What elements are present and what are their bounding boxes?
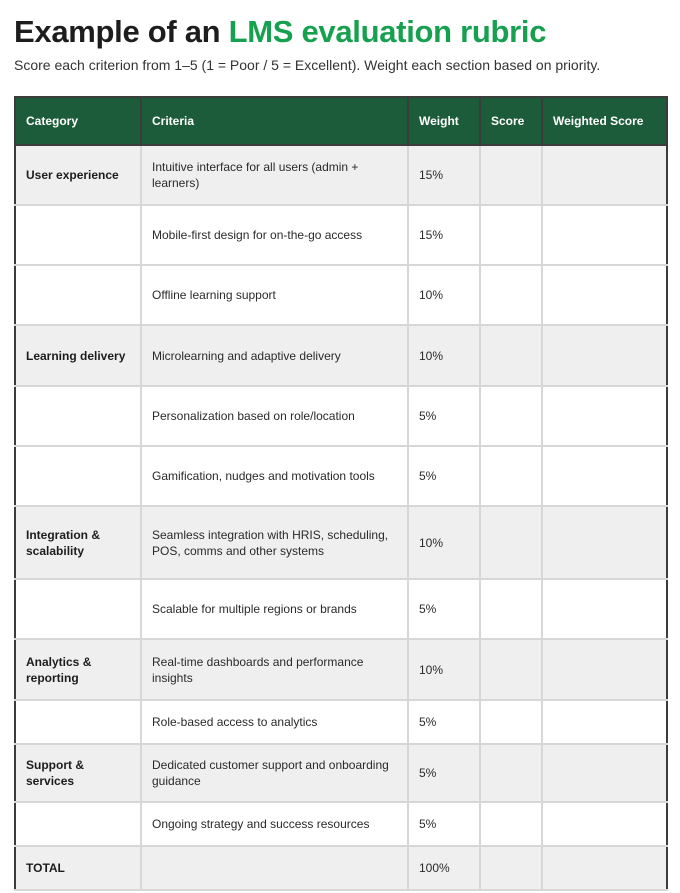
category-cell [15, 700, 141, 744]
table-row [15, 265, 667, 325]
weighted-score-cell[interactable] [542, 386, 667, 446]
table-row [15, 446, 667, 506]
category-cell: Integration & scalability [15, 506, 141, 579]
category-cell: User experience [15, 145, 141, 205]
table-row [15, 700, 667, 744]
criteria-cell: Intuitive interface for all users (admin + learners) [141, 145, 408, 205]
total-weighted-score-cell[interactable] [542, 846, 667, 890]
category-cell: Analytics & reporting [15, 639, 141, 700]
weight-cell: 5% [408, 744, 480, 802]
score-cell[interactable] [480, 579, 542, 639]
category-cell [15, 386, 141, 446]
weight-cell: 5% [408, 700, 480, 744]
header-criteria: Criteria [141, 97, 408, 145]
category-cell [15, 802, 141, 846]
category-cell [15, 205, 141, 265]
weighted-score-cell[interactable] [542, 506, 667, 579]
header-category: Category [15, 97, 141, 145]
weighted-score-cell[interactable] [542, 205, 667, 265]
table-row [15, 386, 667, 446]
subtitle: Score each criterion from 1–5 (1 = Poor / 5 = Excellent). Weight each section based on priority. [14, 57, 601, 73]
score-cell[interactable] [480, 265, 542, 325]
weighted-score-cell[interactable] [542, 700, 667, 744]
score-cell[interactable] [480, 205, 542, 265]
score-cell[interactable] [480, 325, 542, 386]
weighted-score-cell[interactable] [542, 579, 667, 639]
table-row [15, 506, 667, 579]
table-row [15, 802, 667, 846]
total-criteria-cell [141, 846, 408, 890]
criteria-cell: Mobile-first design for on-the-go access [141, 205, 408, 265]
criteria-cell: Real-time dashboards and performance insights [141, 639, 408, 700]
weight-cell: 10% [408, 506, 480, 579]
header-score: Score [480, 97, 542, 145]
category-cell [15, 265, 141, 325]
weighted-score-cell[interactable] [542, 325, 667, 386]
criteria-cell: Scalable for multiple regions or brands [141, 579, 408, 639]
weight-cell: 10% [408, 265, 480, 325]
table-row [15, 325, 667, 386]
weighted-score-cell[interactable] [542, 639, 667, 700]
criteria-cell: Dedicated customer support and onboarding guidance [141, 744, 408, 802]
weight-cell: 5% [408, 446, 480, 506]
score-cell[interactable] [480, 802, 542, 846]
weighted-score-cell[interactable] [542, 265, 667, 325]
category-cell: Support & services [15, 744, 141, 802]
score-cell[interactable] [480, 506, 542, 579]
header-weight: Weight [408, 97, 480, 145]
title-prefix: Example of an [14, 14, 221, 49]
weight-cell: 10% [408, 639, 480, 700]
total-label: TOTAL [15, 846, 141, 890]
weight-cell: 15% [408, 205, 480, 265]
total-score-cell[interactable] [480, 846, 542, 890]
criteria-cell: Role-based access to analytics [141, 700, 408, 744]
weighted-score-cell[interactable] [542, 145, 667, 205]
score-cell[interactable] [480, 639, 542, 700]
weighted-score-cell[interactable] [542, 802, 667, 846]
weight-cell: 5% [408, 579, 480, 639]
score-cell[interactable] [480, 700, 542, 744]
table-row [15, 744, 667, 802]
total-row [15, 846, 667, 890]
title-accent: LMS evaluation rubric [228, 14, 547, 49]
score-cell[interactable] [480, 386, 542, 446]
weight-cell: 5% [408, 386, 480, 446]
category-cell: Learning delivery [15, 325, 141, 386]
criteria-cell: Ongoing strategy and success resources [141, 802, 408, 846]
criteria-cell: Offline learning support [141, 265, 408, 325]
criteria-cell: Microlearning and adaptive delivery [141, 325, 408, 386]
category-cell [15, 446, 141, 506]
criteria-cell: Gamification, nudges and motivation tools [141, 446, 408, 506]
weight-cell: 10% [408, 325, 480, 386]
category-cell [15, 579, 141, 639]
table-row [15, 579, 667, 639]
score-cell[interactable] [480, 145, 542, 205]
table-row [15, 145, 667, 205]
page-title [14, 12, 546, 52]
criteria-cell: Personalization based on role/location [141, 386, 408, 446]
score-cell[interactable] [480, 446, 542, 506]
score-cell[interactable] [480, 744, 542, 802]
table-row [15, 205, 667, 265]
total-weight: 100% [408, 846, 480, 890]
weighted-score-cell[interactable] [542, 744, 667, 802]
weight-cell: 5% [408, 802, 480, 846]
weighted-score-cell[interactable] [542, 446, 667, 506]
weight-cell: 15% [408, 145, 480, 205]
header-row [15, 97, 667, 145]
header-weighted-score: Weighted Score [542, 97, 667, 145]
table-row [15, 639, 667, 700]
rubric-table [14, 96, 668, 891]
criteria-cell: Seamless integration with HRIS, scheduling, POS, comms and other systems [141, 506, 408, 579]
